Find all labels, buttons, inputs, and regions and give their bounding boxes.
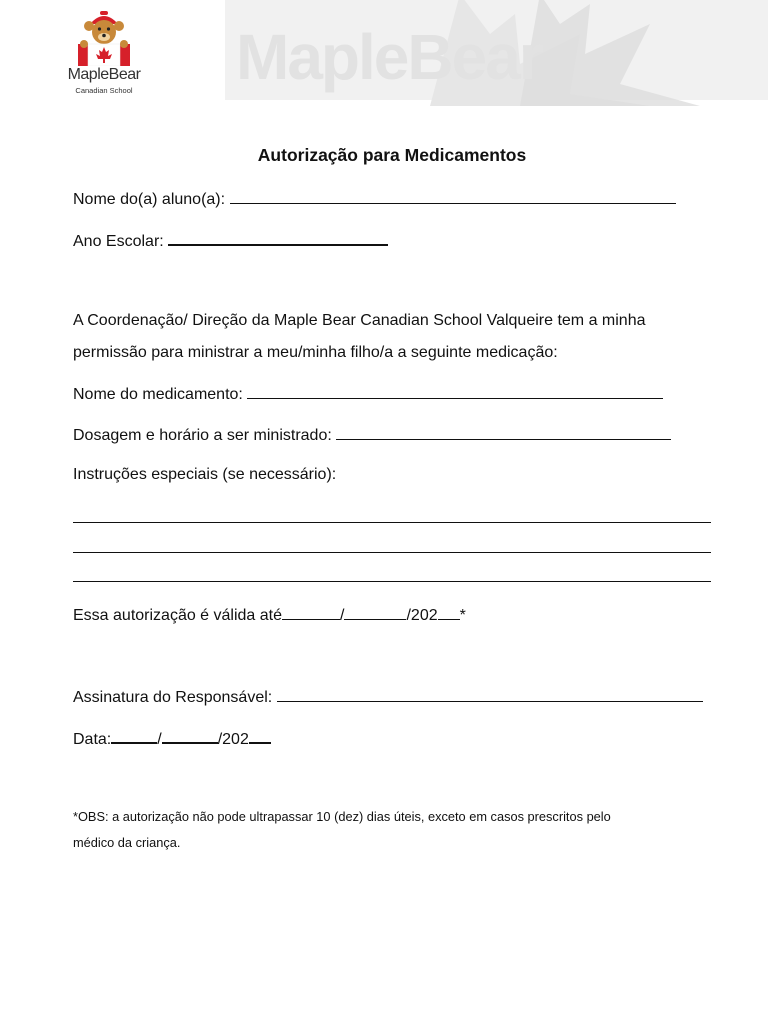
student-name-label: Nome do(a) aluno(a): <box>73 191 230 208</box>
validity-month-field[interactable] <box>344 604 406 620</box>
instructions-label: Instruções especiais (se necessário): <box>73 466 337 483</box>
validity-year-prefix: /202 <box>406 607 438 624</box>
date-month-field[interactable] <box>162 727 218 744</box>
maplebear-logo <box>44 4 164 100</box>
logo-subtitle: Canadian School <box>75 86 133 95</box>
date-label: Data: <box>73 731 112 748</box>
page-header <box>0 0 768 104</box>
form-title: Autorização para Medicamentos <box>257 145 527 165</box>
watermark-brand-text: MapleBear <box>236 21 542 93</box>
date-day-field[interactable] <box>111 727 157 744</box>
note-line-1: *OBS: a autorização não pode ultrapassar 10 (dez) dias úteis, exceto em casos prescritos pelo <box>73 809 611 824</box>
dosage-row <box>73 424 671 446</box>
validity-label: Essa autorização é válida até <box>73 607 283 624</box>
signature-row <box>73 686 703 708</box>
date-year-prefix: /202 <box>217 731 249 748</box>
medicine-field[interactable] <box>247 383 663 399</box>
validity-year-field[interactable] <box>438 604 460 620</box>
validity-day-field[interactable] <box>282 604 340 620</box>
dosage-label: Dosagem e horário a ser ministrado: <box>73 427 337 444</box>
instructions-line-2[interactable] <box>73 552 711 553</box>
student-name-field[interactable] <box>230 188 676 204</box>
date-row <box>73 727 271 750</box>
signature-label: Assinatura do Responsável: <box>73 689 277 706</box>
grade-row <box>73 229 388 252</box>
grade-field[interactable] <box>168 229 388 246</box>
bear-mascot-icon <box>76 8 132 66</box>
paragraph-line-1: A Coordenação/ Direção da Maple Bear Canadian School Valqueire tem a minha <box>73 312 646 329</box>
logo-name: MapleBear <box>67 66 141 83</box>
medicine-row <box>73 383 663 405</box>
note-line-2: médico da criança. <box>73 835 181 850</box>
validity-row <box>73 604 466 626</box>
validity-slash: / <box>340 607 345 624</box>
dosage-field[interactable] <box>336 424 671 440</box>
date-slash: / <box>157 731 162 748</box>
paragraph-line-2: permissão para ministrar a meu/minha filho/a a seguinte medicação: <box>73 344 558 361</box>
validity-asterisk: * <box>459 607 466 624</box>
grade-label: Ano Escolar: <box>73 233 169 250</box>
signature-field[interactable] <box>277 686 703 702</box>
instructions-line-3[interactable] <box>73 581 711 582</box>
instructions-line-1[interactable] <box>73 522 711 523</box>
medicine-label: Nome do medicamento: <box>73 386 248 403</box>
student-name-row <box>73 188 676 210</box>
date-year-field[interactable] <box>249 727 271 744</box>
